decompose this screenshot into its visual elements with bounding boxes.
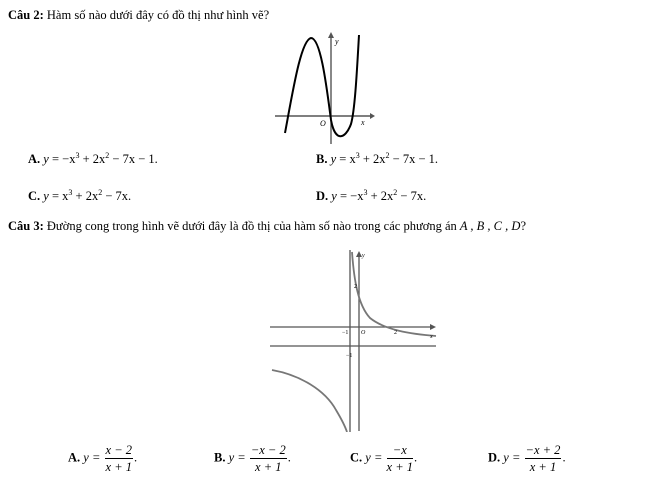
q3-question	[8, 219, 526, 234]
option-lhs: y =	[365, 450, 383, 465]
q2-origin-label: O	[320, 119, 326, 128]
q2-x-label: x	[361, 118, 365, 127]
q3-origin-label: O	[361, 330, 366, 336]
option-lhs: y	[331, 189, 337, 203]
option-exp: 2	[105, 151, 110, 160]
q2-x-arrow	[370, 113, 375, 119]
fraction-numerator: −x − 2	[250, 443, 286, 457]
option-end: .	[287, 450, 291, 465]
q3-graph	[270, 250, 440, 432]
option-exp: 3	[363, 188, 368, 197]
q3-branch-left	[272, 370, 347, 432]
q2-label: Câu 2:	[8, 8, 44, 22]
q3-y-label: y	[362, 253, 365, 259]
q3-tick-neg1-y: −1	[346, 353, 353, 359]
option-exp: 3	[355, 151, 360, 160]
option-lhs: y =	[228, 450, 246, 465]
option-end: .	[562, 450, 566, 465]
fraction-denominator: x + 1	[386, 460, 413, 474]
option-term: + 2x	[359, 152, 386, 166]
q3-label: Câu 3:	[8, 219, 44, 233]
q2-option-d[interactable]	[316, 189, 426, 204]
q2-text: Hàm số nào dưới đây có đồ thị như hình vẽ?	[46, 8, 270, 22]
q2-graph	[275, 30, 375, 145]
q2-question	[8, 8, 269, 23]
option-exp: 3	[75, 151, 80, 160]
fraction-numerator: −x + 2	[525, 443, 561, 457]
q3-branch-right	[352, 252, 436, 336]
fraction-denominator: x + 1	[529, 460, 557, 474]
q3-choices-inline: A , B , C , D	[459, 219, 521, 233]
q3-option-b[interactable]	[214, 443, 291, 474]
q3-tick-2-x: 2	[394, 330, 397, 336]
q2-y-label: y	[335, 37, 339, 46]
fraction-numerator: −x	[387, 443, 413, 459]
q3-x-label: x	[430, 334, 433, 340]
option-lhs: y	[43, 189, 49, 203]
q2-option-b[interactable]	[316, 152, 438, 167]
option-letter: A.	[68, 450, 81, 465]
option-term: = −x	[51, 152, 76, 166]
fraction-numerator: x − 2	[105, 443, 132, 457]
option-fraction	[525, 443, 562, 474]
option-exp: 3	[68, 188, 73, 197]
option-term: + 2x	[79, 152, 106, 166]
option-term: = x	[339, 152, 356, 166]
q3-text: Đường cong trong hình vẽ dưới đây là đồ thị của hàm số nào trong các phương án	[46, 219, 460, 233]
option-fraction	[250, 443, 287, 474]
q3-x-arrow	[430, 324, 436, 330]
option-fraction	[387, 443, 413, 474]
q3-option-d[interactable]	[488, 443, 566, 474]
q3-tick-neg1-x: −1	[342, 330, 349, 336]
option-letter: C.	[28, 189, 41, 203]
q3-option-c[interactable]	[350, 443, 417, 474]
option-term: − 7x.	[397, 189, 427, 203]
option-letter: C.	[350, 450, 363, 465]
option-lhs: y	[330, 152, 337, 166]
q3-option-a[interactable]	[68, 443, 137, 474]
q2-y-arrow	[328, 32, 334, 38]
option-term: − 7x − 1.	[389, 152, 439, 166]
q3-tick-2-y: 2	[354, 284, 357, 290]
option-term: + 2x	[367, 189, 394, 203]
option-letter: A.	[28, 152, 41, 166]
option-term: − 7x.	[102, 189, 132, 203]
fraction-denominator: x + 1	[105, 460, 132, 474]
option-letter: D.	[488, 450, 501, 465]
q3-text-end: ?	[520, 219, 526, 233]
option-exp: 2	[393, 188, 398, 197]
option-exp: 2	[98, 188, 103, 197]
option-letter: B.	[316, 152, 328, 166]
option-lhs: y =	[83, 450, 101, 465]
option-term: = −x	[339, 189, 364, 203]
option-exp: 2	[385, 151, 390, 160]
option-term: + 2x	[72, 189, 99, 203]
fraction-denominator: x + 1	[255, 460, 282, 474]
option-fraction	[105, 443, 133, 474]
option-term: − 7x − 1.	[109, 152, 158, 166]
option-letter: B.	[214, 450, 226, 465]
option-lhs: y =	[503, 450, 521, 465]
option-term: = x	[51, 189, 69, 203]
option-letter: D.	[316, 189, 329, 203]
option-lhs: y	[43, 152, 49, 166]
q2-option-a[interactable]	[28, 152, 158, 167]
q2-option-c[interactable]	[28, 189, 131, 204]
option-end: .	[134, 450, 138, 465]
option-end: .	[414, 450, 418, 465]
